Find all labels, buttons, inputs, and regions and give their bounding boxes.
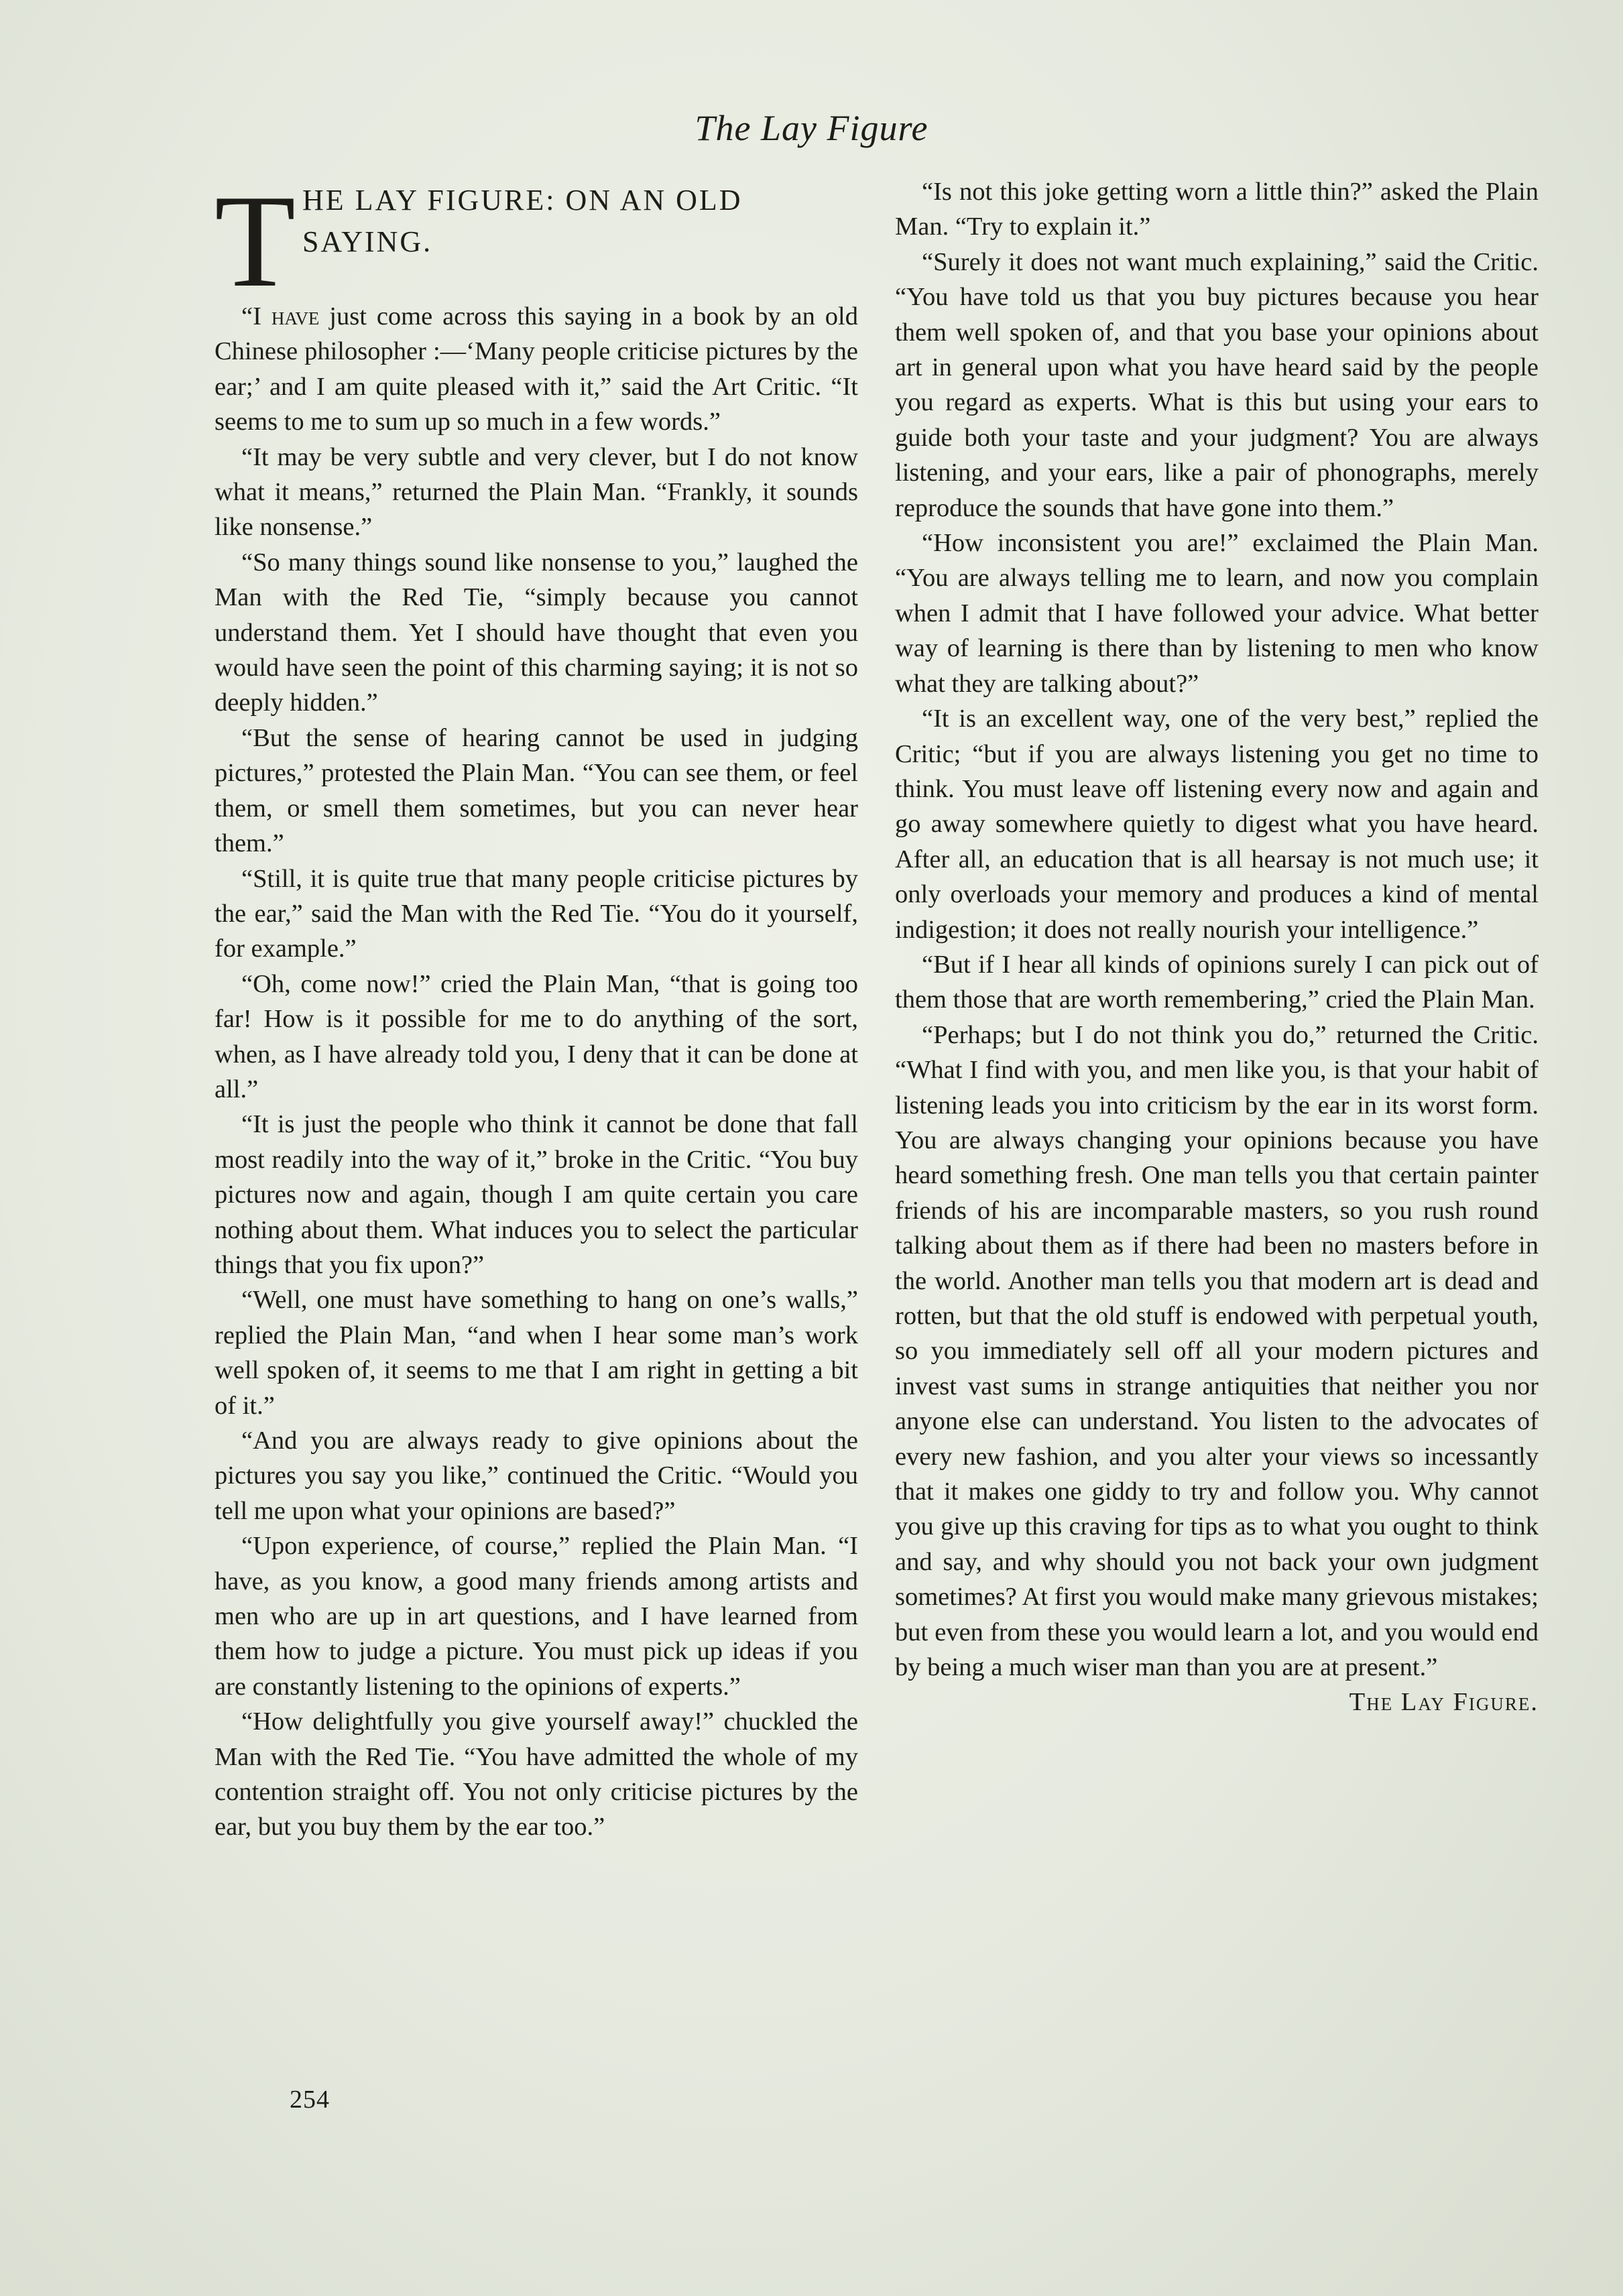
- paragraph: “But the sense of hearing cannot be used in judging pictures,” protested the Plain Man. “You can see them, or feel them, or smell them sometimes, but you can never hear them.”: [215, 723, 858, 858]
- paragraph: “But if I hear all kinds of opinions surely I can pick out of them those that are worth remembering,” cried the Plain Man.: [895, 950, 1539, 1014]
- paragraph: “Surely it does not want much explaining,” said the Critic. “You have told us that you buy pictures because you hear them well spoken of, and that you base your opinions about art in general upon what you have heard said by the people you regard as experts. What is this but using your ears to guide both your taste and your judgment? You are always listening, and your ears, like a pair of phonographs, merely reproduce the sounds that have gone into them.”: [895, 247, 1539, 522]
- paragraph: “Well, one must have something to hang on one’s walls,” replied the Plain Man, “and when I hear some man’s work well spoken of, it seems to me that I am right in getting a bit of it.”: [215, 1286, 858, 1420]
- article-title: HE LAY FIGURE: ON AN OLD SAYING.: [302, 184, 743, 258]
- paragraph: “How delightfully you give yourself away!” chuckled the Man with the Red Tie. “You have admitted the whole of my contention straight off. You not only criticise pictures by the ear, but you buy them by the ear too.”: [215, 1707, 858, 1841]
- left-column: [215, 174, 858, 1845]
- page-number: 254: [290, 2086, 330, 2114]
- lead-in: “I have: [241, 302, 320, 330]
- paragraph: “Is not this joke getting worn a little thin?” asked the Plain Man. “Try to explain it.”: [895, 178, 1539, 241]
- paragraph: “It is just the people who think it cannot be done that fall most readily into the way of it,” broke in the Critic. “You buy pictures now and again, though I am quite certain you care nothing about them. What induces you to select the particular things that you fix upon?”: [215, 1110, 858, 1279]
- paragraph: “Oh, come now!” cried the Plain Man, “that is going too far! How is it possible for me to do anything of the sort, when, as I have already told you, I deny that it can be done at all.”: [215, 969, 858, 1103]
- author-signature: The Lay Figure.: [1349, 1688, 1539, 1717]
- right-column: [895, 174, 1539, 1720]
- article-heading: [215, 174, 858, 295]
- final-paragraph: [895, 1018, 1539, 1717]
- paragraph: “And you are always ready to give opinions about the pictures you say you like,” continued the Critic. “Would you tell me upon what your opinions are based?”: [215, 1427, 858, 1525]
- paragraph: “It may be very subtle and very clever, but I do not know what it means,” returned the Plain Man. “Frankly, it sounds like nonsense.”: [215, 442, 858, 542]
- final-paragraph-text: “Perhaps; but I do not think you do,” returned the Critic. “What I find with you, and men like you, is that your habit of listening leads you into criticism by the ear in its worst form. You are always changing your opinions because you have heard something fresh. One man tells you that certain painter friends of his are incomparable masters, so you rush round talking about them as if there had been no masters before in the world. Another man tells you that modern art is dead and rotten, but that the old stuff is endowed with perpetual youth, so you immediately sell off all your modern pictures and invest vast sums in strange antiquities that neither you nor anyone else can understand. You listen to the advocates of every new fashion, and you alter your views so incessantly that it makes one giddy to try and follow you. Why cannot you give up this craving for tips as to what you ought to think and say, and why should you not back your own judgment sometimes? At first you would make many grievous mistakes; but even from these you would learn a lot, and you would end by being a much wiser man than you are at present.”: [895, 1020, 1539, 1682]
- paragraph: “How inconsistent you are!” exclaimed the Plain Man. “You are always telling me to learn, and now you complain when I admit that I have followed your advice. What better way of learning is there than by listening to men who know what they are talking about?”: [895, 529, 1539, 698]
- paragraph: “So many things sound like nonsense to you,” laughed the Man with the Red Tie, “simply because you cannot understand them. Yet I should have thought that even you would have seen the point of this charming saying; it is not so deeply hidden.”: [215, 548, 858, 717]
- opening-paragraph: [215, 299, 858, 440]
- drop-cap: T: [215, 174, 296, 295]
- paragraph: “It is an excellent way, one of the very best,” replied the Critic; “but if you are always listening you get no time to think. You must leave off listening every now and again and go away somewhere quietly to digest what you have heard. After all, an education that is all hearsay is not much use; it only overloads your memory and produces a kind of mental indigestion; it does not really nourish your intelligence.”: [895, 705, 1539, 944]
- paragraph: “Still, it is quite true that many people criticise pictures by the ear,” said the Man with the Red Tie. “You do it yourself, for example.”: [215, 864, 858, 963]
- lead-text: just come across this saying in a book by an old Chinese philosopher :—‘Many people criticise pictures by the ear;’ and I am quite pleased with it,” said the Art Critic. “It seems to me to sum up so much in a few words.”: [215, 302, 858, 436]
- paragraph: “Upon experience, of course,” replied the Plain Man. “I have, as you know, a good many friends among artists and men who are up in art questions, and I have learned from them how to judge a picture. You must pick up ideas if you are constantly listening to the opinions of experts.”: [215, 1532, 858, 1701]
- running-head: The Lay Figure: [695, 108, 928, 148]
